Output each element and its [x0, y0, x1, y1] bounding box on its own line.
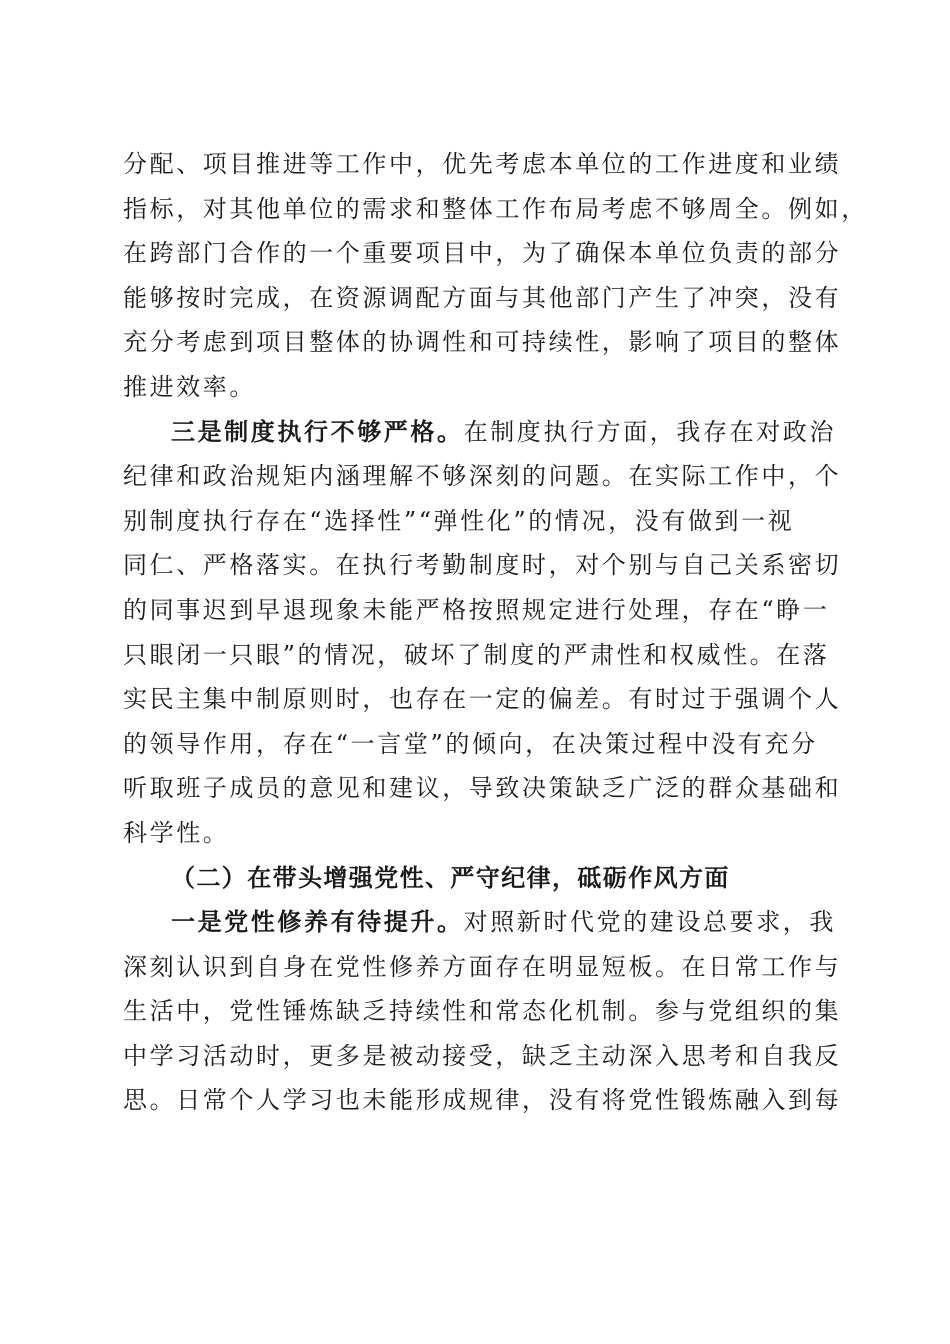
text-line: 充分考虑到项目整体的协调性和可持续性，影响了项目的整体 [123, 328, 842, 357]
document-body [123, 142, 868, 1123]
text-line: 指标，对其他单位的需求和整体工作布局考虑不够周全。例如， [123, 194, 868, 223]
text-line: 实民主集中制原则时，也存在一定的偏差。有时过于强调个人 [123, 685, 842, 714]
text-line: 别制度执行存在“选择性”“弹性化”的情况，没有做到一视 [123, 506, 795, 535]
text-line: 的同事迟到早退现象未能严格按照规定进行处理，存在“睁一 [123, 595, 830, 624]
text-line: 推进效率。 [123, 372, 256, 401]
text-line: 分配、项目推进等工作中，优先考虑本单位的工作进度和业绩 [123, 150, 842, 178]
text-line: 中学习活动时，更多是被动接受，缺乏主动深入思考和自我反 [123, 1041, 842, 1070]
section-heading: （二）在带头增强党性、严守纪律，砥砺作风方面 [171, 862, 730, 892]
text-line: 深刻认识到自身在党性修养方面存在明显短板。在日常工作与 [123, 952, 842, 981]
paragraph-lead-heading: 一是党性修养有待提升。 [171, 907, 464, 937]
paragraph-lead-heading: 三是制度执行不够严格。 [171, 416, 464, 446]
paragraph-resource-allocation [123, 142, 868, 410]
text-line: 听取班子成员的意见和建议，导致决策缺乏广泛的群众基础和 [123, 774, 842, 803]
paragraph-party-spirit [123, 900, 842, 1123]
text-line: 能够按时完成，在资源调配方面与其他部门产生了冲突，没有 [123, 283, 842, 312]
text-line: 纪律和政治规矩内涵理解不够深刻的问题。在实际工作中，个 [123, 462, 842, 491]
text-line: 生活中，党性锤炼缺乏持续性和常态化机制。参与党组织的集 [123, 997, 842, 1026]
text-span: 对照新时代党的建设总要求，我 [463, 908, 837, 937]
paragraph-system-execution [123, 410, 842, 856]
text-line-first [123, 410, 837, 455]
text-span: 在制度执行方面，我存在对政治 [463, 417, 837, 446]
text-line: 科学性。 [123, 818, 230, 847]
text-line: 在跨部门合作的一个重要项目中，为了确保本单位负责的部分 [123, 239, 842, 268]
text-line-first [123, 900, 837, 945]
text-line: 的领导作用，存在“一言堂”的倾向，在决策过程中没有充分 [123, 729, 818, 758]
text-line: 只眼闭一只眼”的情况，破坏了制度的严肃性和权威性。在落 [123, 640, 830, 669]
text-line: 同仁、严格落实。在执行考勤制度时，对个别与自己关系密切 [123, 551, 842, 580]
text-line: 思。日常个人学习也未能形成规律，没有将党性锻炼融入到每 [123, 1086, 842, 1115]
